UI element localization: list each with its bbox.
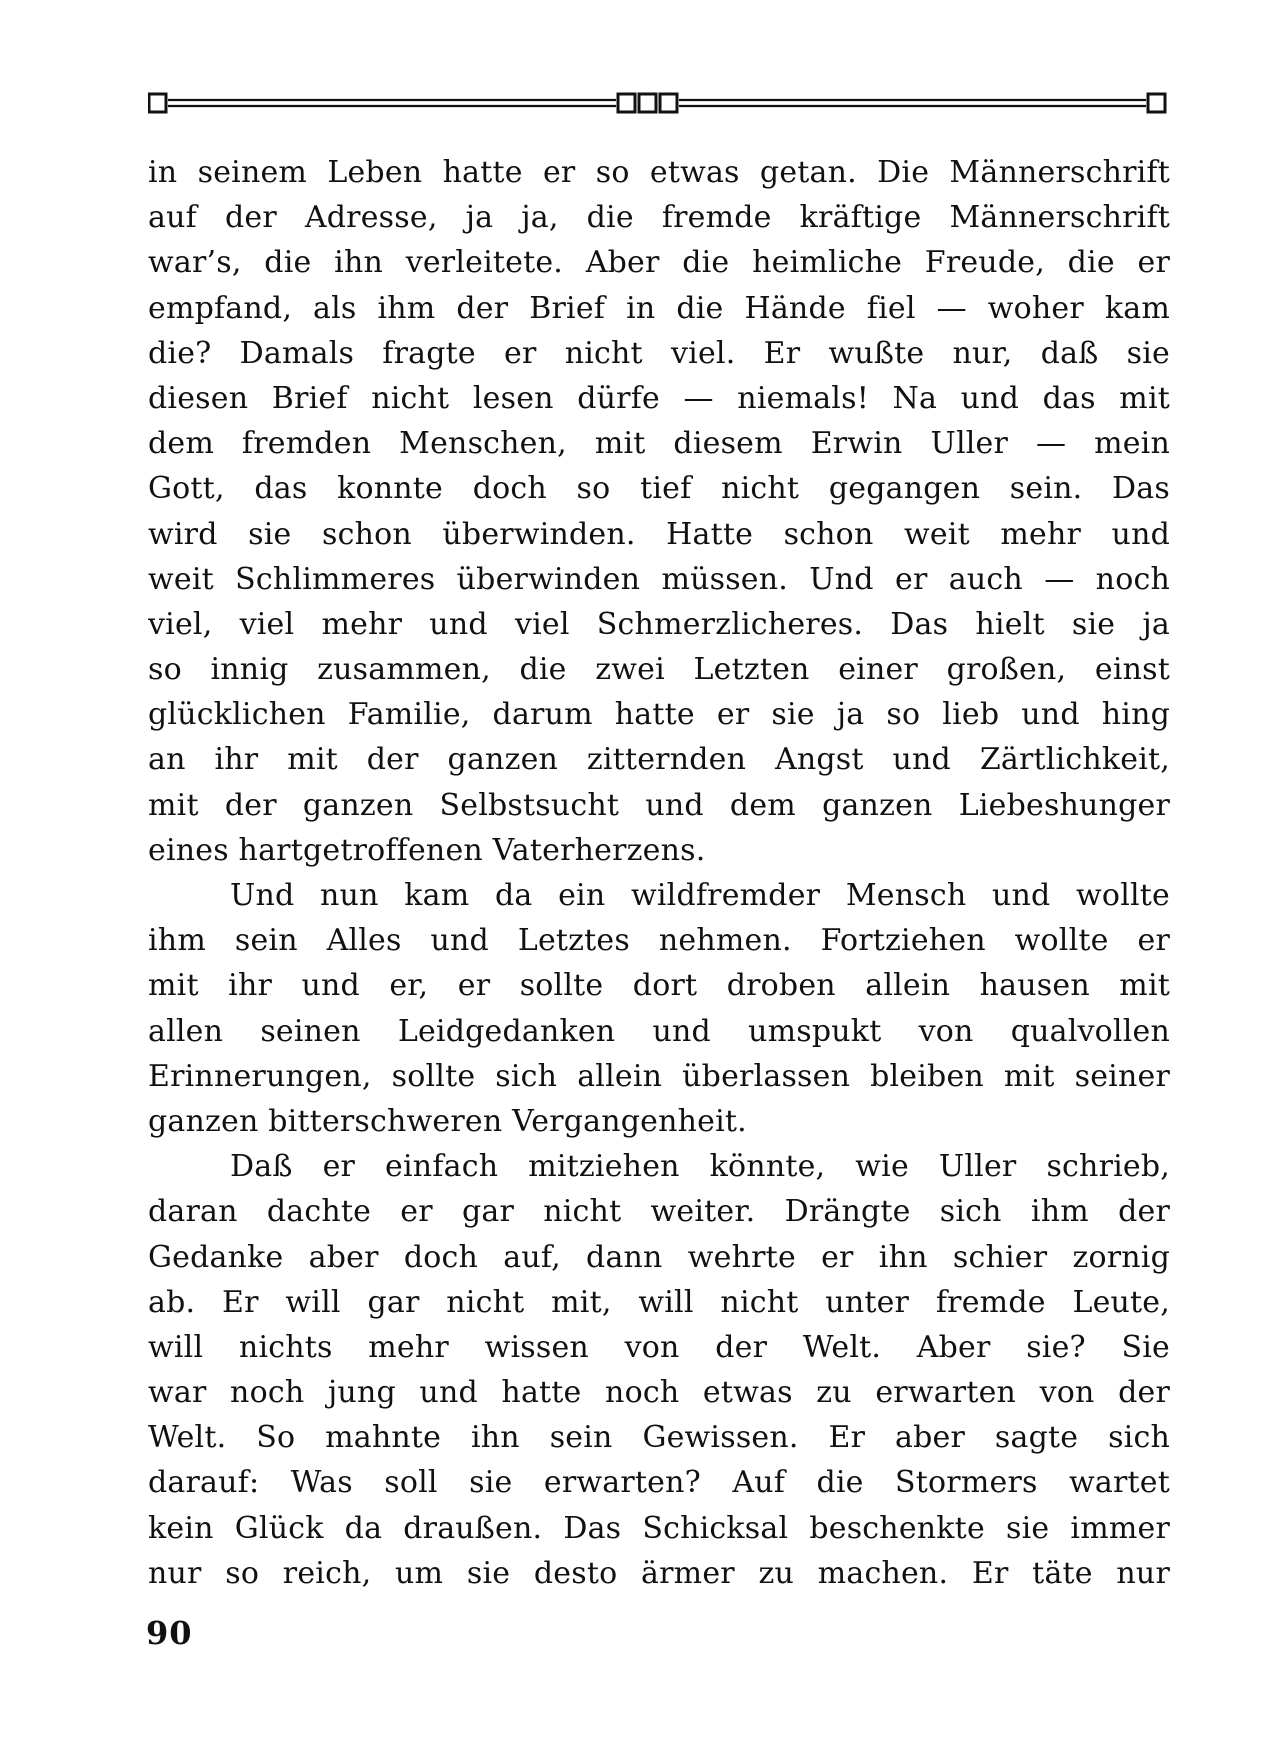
text-line: nur so reich, um sie desto ärmer zu machen. Er täte nur: [148, 1555, 1170, 1591]
text-line: Gott, das konnte doch so tief nicht gegangen sein. Das: [148, 471, 1170, 507]
text-line: daran dachte er gar nicht weiter. Drängte sich ihm der: [148, 1194, 1170, 1230]
header-ornament: [148, 88, 1168, 118]
text-line: war noch jung und hatte noch etwas zu erwarten von der: [148, 1375, 1170, 1411]
text-line: diesen Brief nicht lesen dürfe — niemals! Na und das mit: [148, 380, 1170, 416]
text-line: eines hartgetroffenen Vaterherzens.: [148, 832, 706, 868]
text-line: war’s, die ihn verleitete. Aber die heimliche Freude, die er: [148, 245, 1170, 281]
text-line: so innig zusammen, die zwei Letzten einer großen, einst: [148, 652, 1170, 688]
body-text: [148, 150, 1170, 1596]
text-line: Gedanke aber doch auf, dann wehrte er ihn schier zornig: [148, 1239, 1170, 1275]
text-line: wird sie schon überwinden. Hatte schon weit mehr und: [148, 516, 1170, 552]
text-line: mit der ganzen Selbstsucht und dem ganzen Liebeshunger: [148, 787, 1170, 823]
text-line: Daß er einfach mitziehen könnte, wie Uller schrieb,: [230, 1149, 1170, 1185]
text-line: weit Schlimmeres überwinden müssen. Und er auch — noch: [148, 561, 1170, 597]
text-line: viel, viel mehr und viel Schmerzlicheres. Das hielt sie ja: [148, 606, 1170, 642]
ornament-rule-graphic: [148, 88, 1168, 118]
text-line: Erinnerungen, sollte sich allein überlassen bleiben mit seiner: [148, 1058, 1170, 1094]
text-line: mit ihr und er, er sollte dort droben allein hausen mit: [148, 968, 1170, 1004]
page-number: 90: [146, 1614, 193, 1652]
text-line: Und nun kam da ein wildfremder Mensch und wollte: [230, 878, 1170, 913]
text-line: ganzen bitterschweren Vergangenheit.: [148, 1103, 747, 1139]
text-line: auf der Adresse, ja ja, die fremde kräftige Männerschrift: [148, 200, 1170, 236]
text-line: die? Damals fragte er nicht viel. Er wußte nur, daß sie: [148, 335, 1170, 371]
text-line: an ihr mit der ganzen zitternden Angst und Zärtlichkeit,: [148, 742, 1170, 778]
text-line: ihm sein Alles und Letztes nehmen. Fortziehen wollte er: [148, 923, 1170, 959]
text-line: in seinem Leben hatte er so etwas getan. Die Männerschrift: [148, 155, 1170, 190]
text-line: ab. Er will gar nicht mit, will nicht unter fremde Leute,: [148, 1284, 1170, 1320]
text-line: dem fremden Menschen, mit diesem Erwin Uller — mein: [148, 426, 1170, 462]
text-line: kein Glück da draußen. Das Schicksal beschenkte sie immer: [148, 1510, 1170, 1546]
text-line: allen seinen Leidgedanken und umspukt von qualvollen: [148, 1013, 1170, 1049]
text-line: will nichts mehr wissen von der Welt. Aber sie? Sie: [148, 1329, 1170, 1365]
text-line: Welt. So mahnte ihn sein Gewissen. Er aber sagte sich: [148, 1420, 1170, 1456]
text-line: darauf: Was soll sie erwarten? Auf die Stormers wartet: [148, 1465, 1170, 1501]
text-line: empfand, als ihm der Brief in die Hände fiel — woher kam: [148, 290, 1170, 326]
text-line: glücklichen Familie, darum hatte er sie ja so lieb und hing: [148, 697, 1170, 733]
